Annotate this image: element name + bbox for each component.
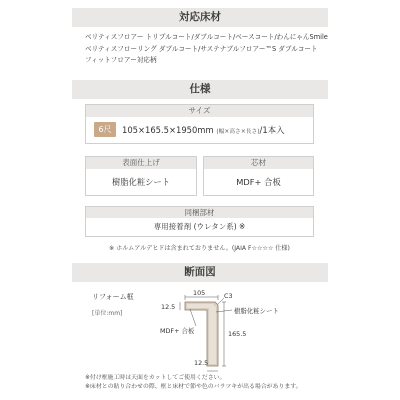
size-note: (幅×高さ×長さ): [216, 129, 260, 135]
compat-line: ベリティスフローリング ダブルコート/サステナブルフロアー™S ダブルコート: [85, 44, 318, 53]
dim-bottom-thick: 12.5: [194, 359, 209, 367]
section-header-compat: 対応床材: [72, 8, 328, 27]
core-value: MDF+ 合板: [236, 177, 281, 187]
formaldehyde-note: ※ ホルムアルデヒドは含まれておりません。(JAIA F☆☆☆☆ 仕様): [109, 245, 290, 252]
size-header: サイズ: [86, 105, 313, 117]
product-label: リフォーム框: [92, 293, 134, 301]
adhesive-box: [85, 206, 314, 237]
core-header: 芯材: [204, 157, 313, 169]
size-qty: /1本入: [259, 125, 285, 135]
adhesive-value: 専用接着剤 (ウレタン系) ※: [153, 222, 246, 231]
size-value-line: [122, 117, 284, 145]
dim-width: 105: [193, 289, 206, 297]
footnote: ※付け框施工時は天面をカットしてご使用ください。: [85, 375, 226, 381]
leader-core: [190, 309, 196, 326]
callout-core: MDF+ 合板: [160, 327, 195, 335]
footnote: ※床材との貼り合わせの際、框と床材で節や色のバラツキが出る場合があります。: [85, 384, 302, 390]
size-value: 105×165.5×1950mm: [122, 125, 214, 135]
core-box: [203, 156, 314, 196]
footnotes: [85, 374, 302, 392]
dim-top-thick: 12.5: [161, 303, 176, 311]
size-box: [85, 104, 314, 144]
compat-list: [85, 32, 328, 67]
callout-sheet: 樹脂化粧シート: [234, 307, 279, 315]
compat-line: ベリティスフロアー トリプルコート/ダブルコート/ベースコート/わんにゃんSmile: [85, 33, 328, 41]
dim-c3: C3: [224, 292, 233, 300]
surface-value: 樹脂化粧シート: [111, 177, 171, 187]
adhesive-header: 同梱部材: [86, 207, 313, 218]
surface-header: 表面仕上げ: [86, 157, 196, 169]
unit-label: [単位:mm]: [92, 310, 123, 317]
compat-line: フィットフロアー対応柄: [85, 56, 157, 64]
dim-height: 165.5: [228, 330, 247, 338]
section-header-section: 断面図: [72, 263, 328, 282]
length-tag: 6尺: [94, 122, 116, 137]
cross-section-diagram: [0, 286, 400, 376]
surface-box: [85, 156, 197, 196]
section-header-spec: 仕様: [72, 80, 328, 99]
